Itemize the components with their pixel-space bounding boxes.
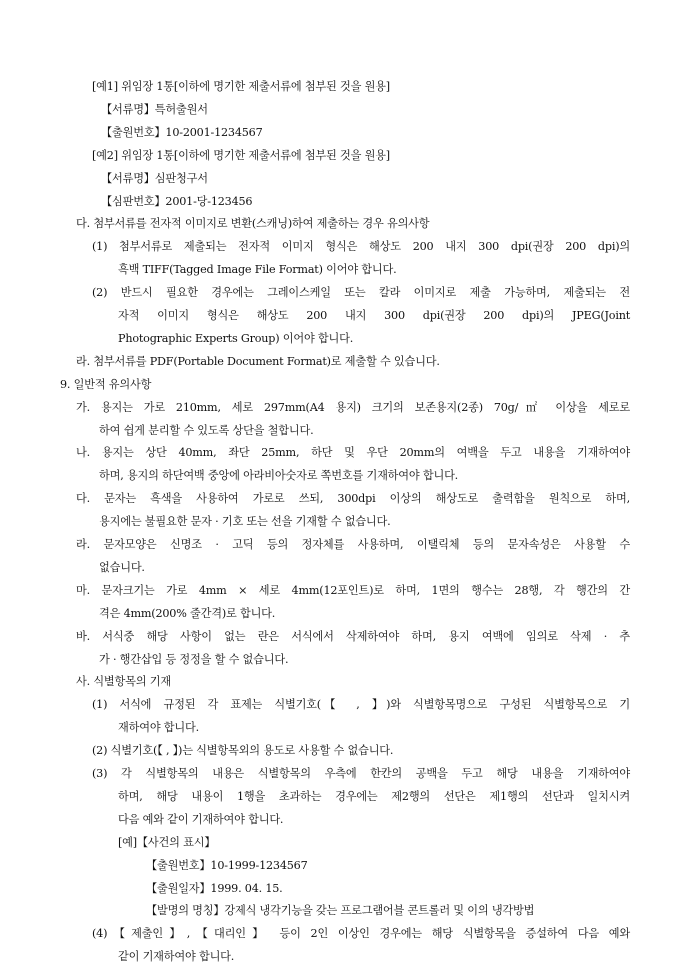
example-1-line: [예1] 위임장 1통[이하에 명기한 제출서류에 첨부된 것을 원용]	[92, 80, 390, 93]
sub-item-3-line-1: (3) 각 식별항목의 내용은 식별항목의 우측에 한칸의 공백을 두고 해당 내용을 기재하여야	[92, 767, 630, 780]
sub-item-4-line-1: (4)【제출인】,【대리인】 등이 2인 이상인 경우에는 해당 식별항목을 증설하여 다음 예와	[92, 927, 630, 941]
item-ra-line-1: 라. 문자모양은 신명조 · 고딕 등의 정자체를 사용하며, 이탤릭체 등의 문자속성은 사용할 수	[76, 538, 630, 551]
item-ga-line-2: 하여 쉽게 분리할 수 있도록 상단을 철합니다.	[99, 423, 314, 437]
item-ma-line-1: 마. 문자크기는 가로 4mm × 세로 4mm(12포인트)로 하며, 1면의 행수는 28행, 각 행간의 간	[76, 583, 630, 597]
item-ga-line-1: 가. 용지는 가로 210mm, 세로 297mm(A4 용지) 크기의 보존용지(2종) 70g/㎡ 이상을 세로로	[76, 400, 630, 414]
sub-item-3-line-2: 하며, 해당 내용이 1행을 초과하는 경우에는 제2행의 선단은 제1행의 선단과 일치시켜	[118, 789, 630, 803]
sub-item-1-line-2: 재하여야 합니다.	[118, 721, 199, 735]
section-ra-line: 라. 첨부서류를 PDF(Portable Document Format)로 제출할 수 있습니다.	[76, 354, 440, 368]
item-1-line-2: 흑백 TIFF(Tagged Image File Format) 이어야 합니다.	[118, 263, 397, 277]
sub-item-1-line-1: (1) 서식에 규정된 각 표제는 식별기호(【 , 】)와 식별항목명으로 구성된 식별항목으로 기	[92, 698, 630, 712]
item-2-line-3: Photographic Experts Group) 이어야 합니다.	[118, 331, 354, 345]
example-2-line: [예2] 위임장 1통[이하에 명기한 제출서류에 첨부된 것을 원용]	[92, 148, 390, 162]
sub-item-4-line-2: 같이 기재하여야 합니다.	[118, 950, 235, 964]
example-2-document-name: 【서류명】심판청구서	[101, 171, 208, 185]
item-1-line-1: (1) 첨부서류로 제출되는 전자적 이미지 형식은 해상도 200 내지 300 dpi(권장 200 dpi)의	[92, 240, 630, 254]
item-2-line-1: (2) 반드시 필요한 경우에는 그레이스케일 또는 칼라 이미지로 제출 가능하며, 제출되는 전	[92, 286, 630, 300]
example-1-application-number: 【출원번호】10-2001-1234567	[101, 125, 263, 139]
item-na-line-2: 하며, 용지의 하단여백 중앙에 아라비아숫자로 쪽번호를 기재하여야 합니다.	[99, 469, 459, 483]
section-da-heading: 다. 첨부서류를 전자적 이미지로 변환(스캐닝)하여 제출하는 경우 유의사항	[76, 217, 430, 231]
item-ra-line-2: 없습니다.	[99, 560, 145, 574]
item-da-line-2: 용지에는 불필요한 문자 · 기호 또는 선을 기재할 수 없습니다.	[99, 515, 391, 529]
item-ba-line-1: 바. 서식중 해당 사항이 없는 란은 서식에서 삭제하여야 하며, 용지 여백에 임의로 삭제 · 추	[76, 629, 630, 643]
example-case-label: [예]【사건의 표시】	[118, 835, 216, 849]
example-1-document-name: 【서류명】특허출원서	[101, 102, 208, 116]
sub-item-3-line-3: 다음 예와 같이 기재하여야 합니다.	[118, 812, 284, 826]
item-ma-line-2: 격은 4mm(200% 줄간격)로 합니다.	[99, 606, 276, 620]
item-sa-heading: 사. 식별항목의 기재	[76, 675, 171, 689]
example-invention-title: 【발명의 명칭】강제식 냉각기능을 갖는 프로그램어블 콘트롤러 및 이의 냉각방법	[146, 904, 535, 918]
sub-item-2-line: (2) 식별기호(【 , 】)는 식별항목외의 용도로 사용할 수 없습니다.	[92, 744, 394, 758]
example-application-date: 【출원일자】1999. 04. 15.	[146, 881, 283, 895]
example-application-number: 【출원번호】10-1999-1234567	[146, 858, 308, 872]
item-da-line-1: 다. 문자는 흑색을 사용하여 가로로 쓰되, 300dpi 이상의 해상도로 출력함을 원칙으로 하며,	[76, 492, 630, 506]
item-ba-line-2: 가 · 행간삽입 등 정정을 할 수 없습니다.	[99, 652, 289, 666]
item-na-line-1: 나. 용지는 상단 40mm, 좌단 25mm, 하단 및 우단 20mm의 여백을 두고 내용을 기재하여야	[76, 446, 630, 460]
example-2-trial-number: 【심판번호】2001-당-123456	[101, 194, 253, 208]
item-2-line-2: 자적 이미지 형식은 해상도 200 내지 300 dpi(권장 200 dpi)의 JPEG(Joint	[118, 309, 630, 322]
section-9-heading: 9. 일반적 유의사항	[60, 377, 152, 391]
